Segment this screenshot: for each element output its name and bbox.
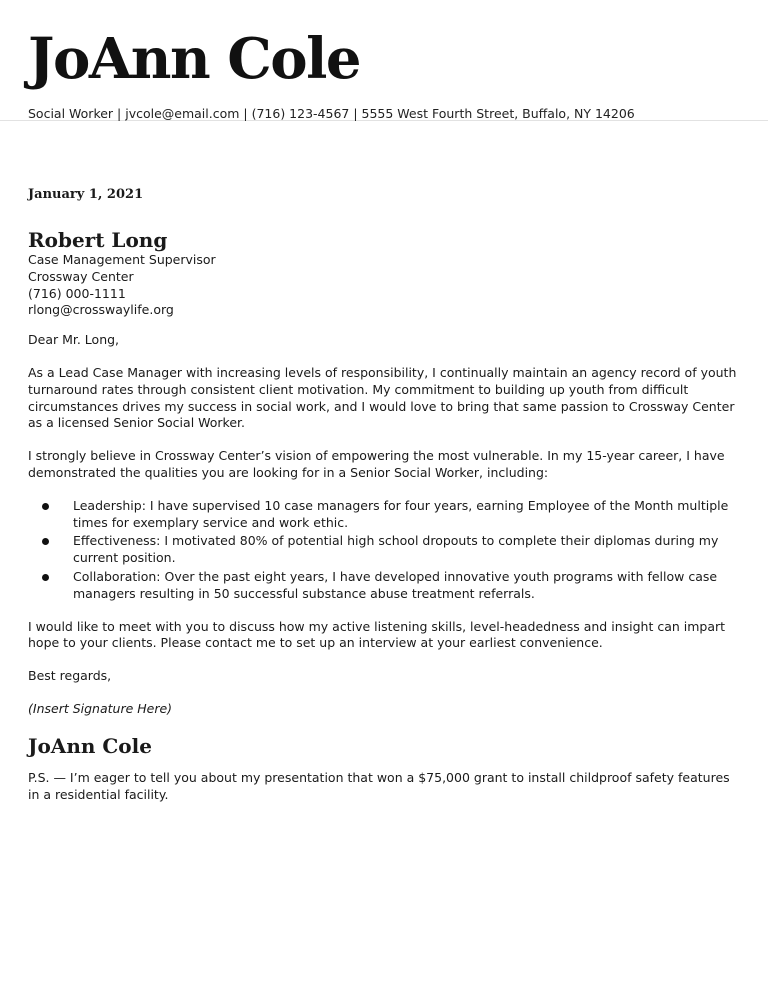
recipient-details <box>28 252 740 319</box>
closing-paragraph: I would like to meet with you to discuss how my active listening skills, level-headedness and insight can impart hope to your clients. Please contact me to set up an interview at your earliest convenience. <box>28 618 726 651</box>
signoff-name: JoAnn Cole <box>28 733 152 758</box>
salutation: Dear Mr. Long, <box>28 332 120 348</box>
recipient-name: Robert Long <box>28 228 168 252</box>
letter-date: January 1, 2021 <box>28 187 144 202</box>
list-item <box>28 533 740 567</box>
bullet-icon <box>42 503 49 510</box>
letter-header <box>0 0 768 121</box>
list-item-text: Effectiveness: I motivated 80% of potential high school dropouts to complete their diplomas during my current position. <box>73 533 719 566</box>
signature-placeholder: (Insert Signature Here) <box>28 700 173 716</box>
opening-paragraph: As a Lead Case Manager with increasing levels of responsibility, I continually maintain an agency record of youth turnaround rates through consistent client motivation. My commitment to building up youth from difficult circumstances drives my success in social work, and I would love to bring that same passion to Crossway Center as a licensed Senior Social Worker. <box>28 364 737 431</box>
sender-contact-line: Social Worker | jvcole@email.com | (716) 123-4567 | 5555 West Fourth Street, Buffalo, NY 14206 <box>28 106 635 121</box>
postscript: P.S. — I’m eager to tell you about my presentation that won a $75,000 grant to install childproof safety features in a residential facility. <box>28 769 730 802</box>
recipient-email: rlong@crosswaylife.org <box>28 302 174 318</box>
bullet-icon <box>42 538 49 545</box>
recipient-phone: (716) 000-1111 <box>28 285 126 301</box>
list-item-text: Collaboration: Over the past eight years, I have developed innovative youth programs with fellow case managers resulting in 50 successful substance abuse treatment referrals. <box>73 568 718 601</box>
letter-body <box>0 187 768 803</box>
sender-name: JoAnn Cole <box>28 26 361 92</box>
list-item <box>28 498 740 532</box>
list-item-text: Leadership: I have supervised 10 case managers for four years, earning Employee of the Month multiple times for exemplary service and work ethic. <box>73 497 729 530</box>
recipient-organization: Crossway Center <box>28 268 134 284</box>
qualities-paragraph: I strongly believe in Crossway Center’s vision of empowering the most vulnerable. In my 15-year career, I have demonstrated the qualities you are looking for in a Senior Social Worker, including: <box>28 448 725 480</box>
qualities-list <box>28 498 740 603</box>
closing-phrase: Best regards, <box>28 668 112 684</box>
recipient-title: Case Management Supervisor <box>28 252 216 267</box>
bullet-icon <box>42 574 49 581</box>
list-item <box>28 569 740 603</box>
